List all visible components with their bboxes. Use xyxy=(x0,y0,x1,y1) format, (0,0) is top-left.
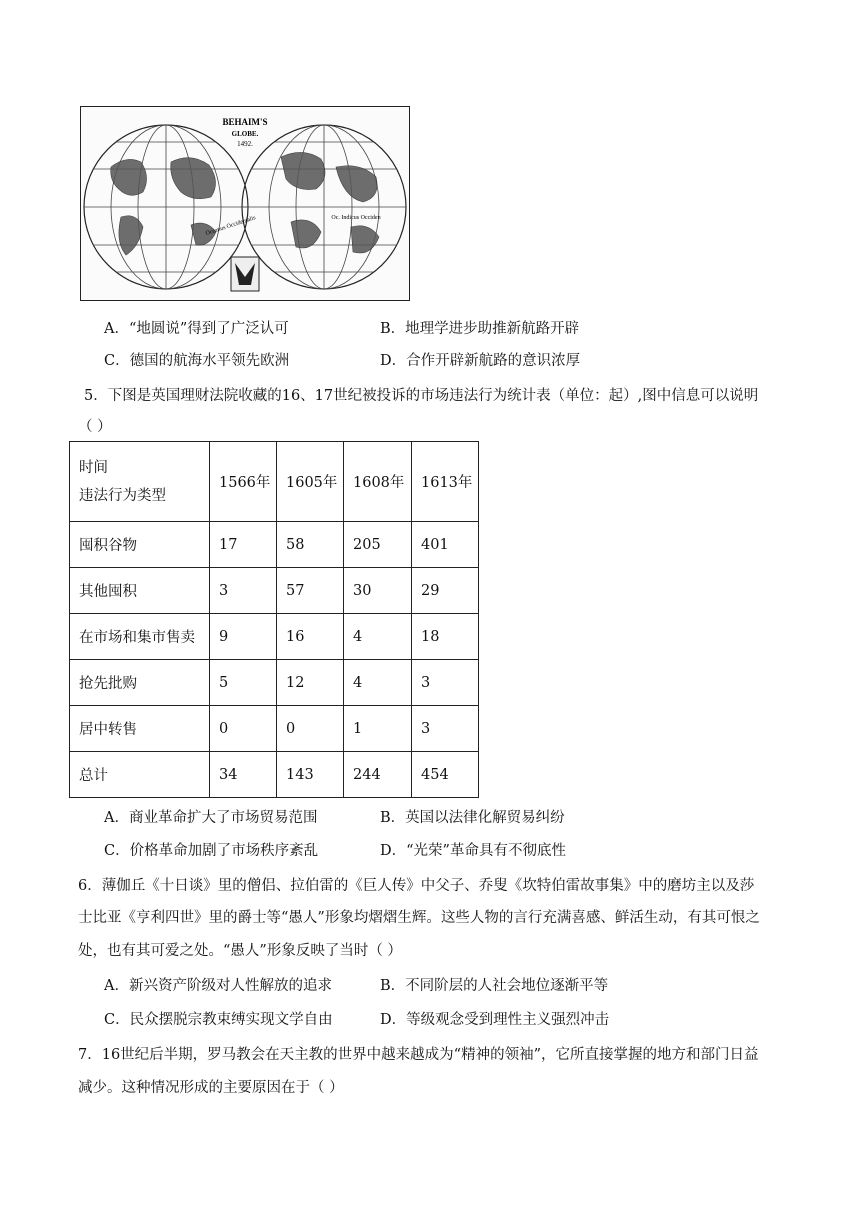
value-cell: 401 xyxy=(412,522,479,568)
value-cell: 0 xyxy=(277,706,344,752)
value-cell: 244 xyxy=(344,752,412,798)
q6-option-a: A．新兴资产阶级对人性解放的追求 xyxy=(104,978,332,994)
q5-option-b: B．英国以法律化解贸易纠纷 xyxy=(380,810,565,826)
value-cell: 9 xyxy=(210,614,277,660)
q7-stem-line1: 7．16世纪后半期，罗马教会在天主教的世界中越来越成为“精神的领袖”，它所直接掌握的地方和部门日益 xyxy=(78,1047,759,1063)
q4-option-a: A．“地圆说”得到了广泛认可 xyxy=(104,321,289,337)
row-type-cell: 在市场和集市售卖 xyxy=(70,614,210,660)
q6-stem-line1: 6．薄伽丘《十日谈》里的僧侣、拉伯雷的《巨人传》中父子、乔叟《坎特伯雷故事集》中的磨坊主以及莎 xyxy=(78,878,755,894)
value-cell: 18 xyxy=(412,614,479,660)
q4-option-b: B．地理学进步助推新航路开辟 xyxy=(380,321,580,337)
year-header: 1608年 xyxy=(344,442,412,522)
value-cell: 4 xyxy=(344,660,412,706)
value-cell: 0 xyxy=(210,706,277,752)
table-corner-cell: 时间 违法行为类型 xyxy=(70,442,210,522)
q5-option-c: C．价格革命加剧了市场秩序紊乱 xyxy=(104,843,319,859)
svg-text:BEHAIM'S: BEHAIM'S xyxy=(222,117,268,127)
row-type-cell: 其他囤积 xyxy=(70,568,210,614)
value-cell: 3 xyxy=(210,568,277,614)
q6-stem-line2: 士比亚《亨利四世》里的爵士等“愚人”形象均熠熠生辉。这些人物的言行充满喜感、鲜活生动，有其可恨之 xyxy=(78,910,760,926)
table-row xyxy=(70,706,479,752)
behaim-globe-figure xyxy=(80,106,410,301)
year-header: 1605年 xyxy=(277,442,344,522)
svg-text:GLOBE.: GLOBE. xyxy=(231,130,259,138)
value-cell: 57 xyxy=(277,568,344,614)
value-cell: 3 xyxy=(412,660,479,706)
q6-stem-line3: 处，也有其可爱之处。“愚人”形象反映了当时（ ） xyxy=(78,943,402,959)
table-header-row xyxy=(70,442,479,522)
value-cell: 143 xyxy=(277,752,344,798)
q4-option-d: D．合作开辟新航路的意识浓厚 xyxy=(380,353,581,369)
value-cell: 454 xyxy=(412,752,479,798)
value-cell: 17 xyxy=(210,522,277,568)
year-header: 1613年 xyxy=(412,442,479,522)
value-cell: 29 xyxy=(412,568,479,614)
table-row xyxy=(70,614,479,660)
value-cell: 12 xyxy=(277,660,344,706)
value-cell: 3 xyxy=(412,706,479,752)
value-cell: 58 xyxy=(277,522,344,568)
q6-option-c: C．民众摆脱宗教束缚实现文学自由 xyxy=(104,1012,333,1028)
q6-option-b: B．不同阶层的人社会地位逐渐平等 xyxy=(380,978,609,994)
row-type-cell: 抢先批购 xyxy=(70,660,210,706)
globe-map-illustration xyxy=(81,107,409,300)
svg-text:Oc. Indicus Occiden: Oc. Indicus Occiden xyxy=(331,215,381,221)
q5-option-d: D．“光荣”革命具有不彻底性 xyxy=(380,843,566,859)
row-type-cell: 总计 xyxy=(70,752,210,798)
table-row xyxy=(70,660,479,706)
value-cell: 30 xyxy=(344,568,412,614)
table-row xyxy=(70,522,479,568)
q5-answer-paren: （ ） xyxy=(78,419,112,435)
value-cell: 34 xyxy=(210,752,277,798)
row-type-cell: 居中转售 xyxy=(70,706,210,752)
value-cell: 16 xyxy=(277,614,344,660)
q5-option-a: A．商业革命扩大了市场贸易范围 xyxy=(104,810,318,826)
violation-stats-table xyxy=(69,441,479,798)
eagle-crest-icon xyxy=(231,257,259,291)
year-header: 1566年 xyxy=(210,442,277,522)
q4-option-c: C．德国的航海水平领先欧洲 xyxy=(104,353,290,369)
row-type-cell: 囤积谷物 xyxy=(70,522,210,568)
value-cell: 5 xyxy=(210,660,277,706)
value-cell: 205 xyxy=(344,522,412,568)
table-row xyxy=(70,752,479,798)
q7-stem-line2: 减少。这种情况形成的主要原因在于（ ） xyxy=(78,1080,344,1096)
value-cell: 1 xyxy=(344,706,412,752)
svg-text:Oceanus Occidentalis: Oceanus Occidentalis xyxy=(204,215,257,237)
q6-option-d: D．等级观念受到理性主义强烈冲击 xyxy=(380,1012,610,1028)
table-row xyxy=(70,568,479,614)
q5-stem: 5．下图是英国理财法院收藏的16、17世纪被投诉的市场违法行为统计表（单位：起）,图中信息可以说明 xyxy=(84,388,759,404)
value-cell: 4 xyxy=(344,614,412,660)
svg-text:1492.: 1492. xyxy=(237,140,253,148)
